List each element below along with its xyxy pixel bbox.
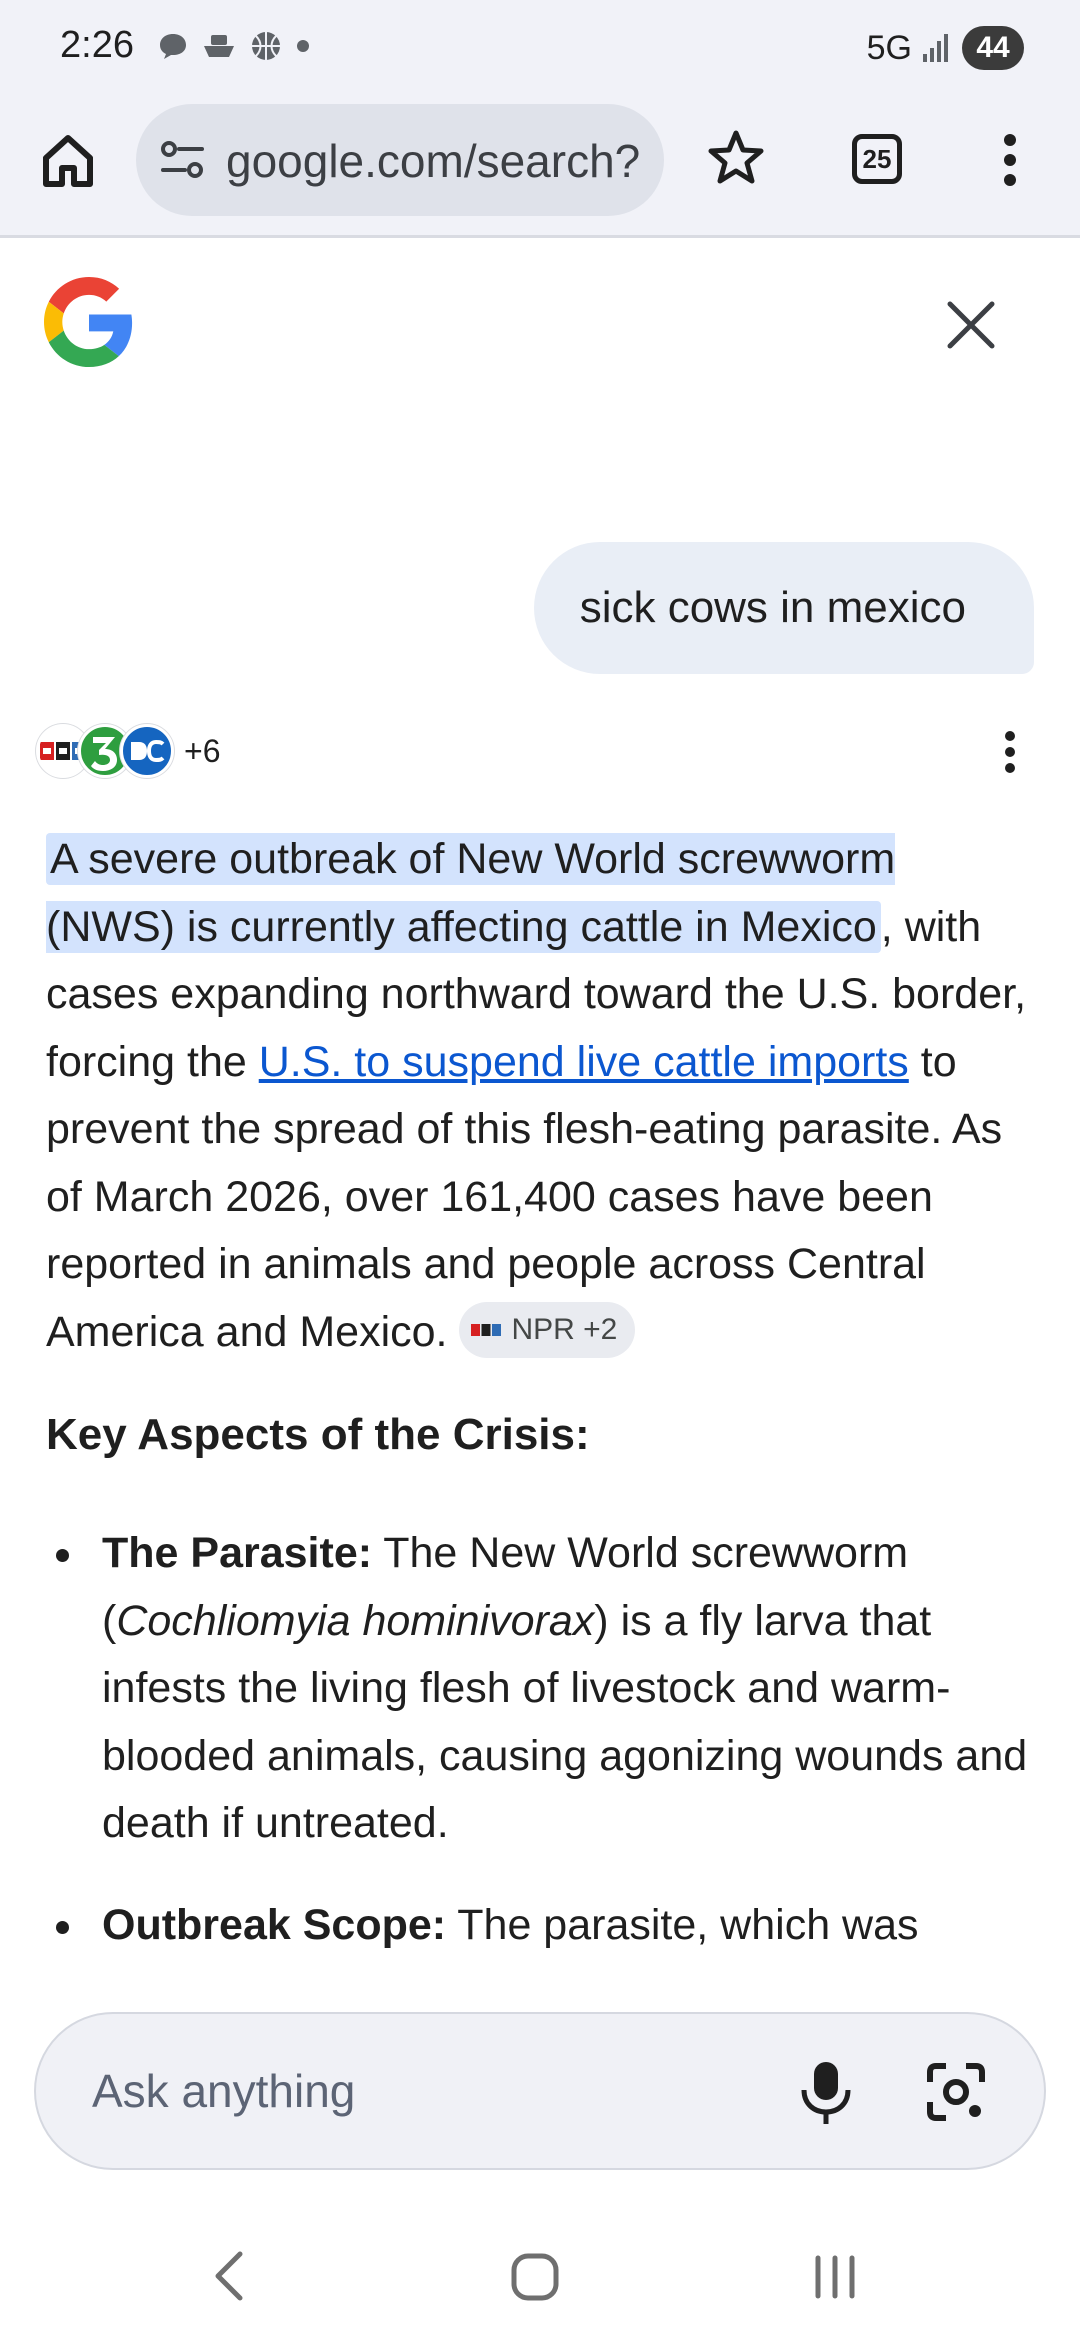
close-icon[interactable] (946, 300, 996, 350)
site-settings-icon[interactable] (158, 138, 208, 182)
bookmark-star-icon[interactable] (706, 128, 766, 188)
back-icon[interactable] (210, 2250, 246, 2302)
overflow-menu-icon[interactable] (998, 132, 1022, 188)
browser-toolbar (0, 100, 1080, 238)
citation-chip-label[interactable]: NPR +2 (511, 1313, 618, 1347)
signal-icon (922, 32, 952, 64)
basketball-icon (250, 30, 282, 62)
notification-icons (158, 30, 310, 62)
bullet-label: Outbreak Scope: (102, 1900, 447, 1949)
google-logo (44, 276, 134, 368)
ask-input-bar[interactable] (34, 2012, 1046, 2170)
ai-overview-answer (46, 826, 1036, 1366)
user-query-text: sick cows in mexico (579, 583, 966, 632)
bullet-italic: Cochliomyia hominivorax (116, 1596, 595, 1645)
google-lens-icon[interactable] (924, 2060, 988, 2124)
sources-row[interactable] (36, 724, 220, 778)
answer-text-1: , with cases expanding northward toward the U.S. border, forcing the (46, 902, 1027, 1086)
answer-link[interactable]: U.S. to suspend live cattle imports (258, 1037, 909, 1086)
ship-icon (202, 31, 236, 61)
url-text[interactable]: google.com/search? (226, 135, 641, 187)
more-options-icon[interactable] (1000, 730, 1020, 774)
more-sources-count[interactable]: +6 (184, 732, 221, 769)
microphone-icon[interactable] (796, 2058, 856, 2128)
bullet-text: The New World screwworm ( (102, 1529, 909, 1645)
status-right (867, 26, 1024, 70)
answer-text-2: to prevent the spread of this flesh-eating parasite. As of March 2026, over 161,400 cases have been reported in animals and people across Central America and Mexico. (46, 1037, 1003, 1356)
status-time: 2:26 (60, 24, 134, 66)
network-type: 5G (866, 28, 912, 67)
system-nav-bar (0, 2210, 1080, 2340)
citation-chip[interactable] (459, 1302, 635, 1358)
npr-logo (471, 1324, 501, 1336)
list-item (46, 1892, 1036, 1960)
ask-input[interactable]: Ask anything (92, 2065, 356, 2117)
nav-home-icon[interactable] (510, 2252, 560, 2302)
answer-highlight: A severe outbreak of New World screwworm (NWS) is currently affecting cattle in Mexico (46, 835, 896, 951)
key-aspects-list (46, 1520, 1036, 1993)
bullet-text: The parasite, which was (446, 1900, 919, 1949)
tab-switcher-button[interactable]: 25 (852, 134, 902, 184)
chat-bubble-icon (158, 31, 188, 61)
dc-logo[interactable] (120, 724, 174, 778)
section-title: Key Aspects of the Crisis: (46, 1410, 590, 1459)
address-bar[interactable] (136, 104, 664, 216)
dot-icon (296, 39, 310, 53)
home-icon[interactable] (38, 130, 98, 190)
recent-apps-icon[interactable] (812, 2254, 858, 2300)
bullet-label: The Parasite: (102, 1529, 373, 1577)
user-query-bubble (534, 542, 1034, 674)
list-item (46, 1520, 1036, 1858)
battery-level: 44 (962, 26, 1024, 70)
bullet-text: ) is a fly larva that infests the living flesh of livestock and warm-blooded animals, causing agonizing wounds and death if untreated. (102, 1596, 1028, 1847)
status-bar (0, 0, 1080, 100)
